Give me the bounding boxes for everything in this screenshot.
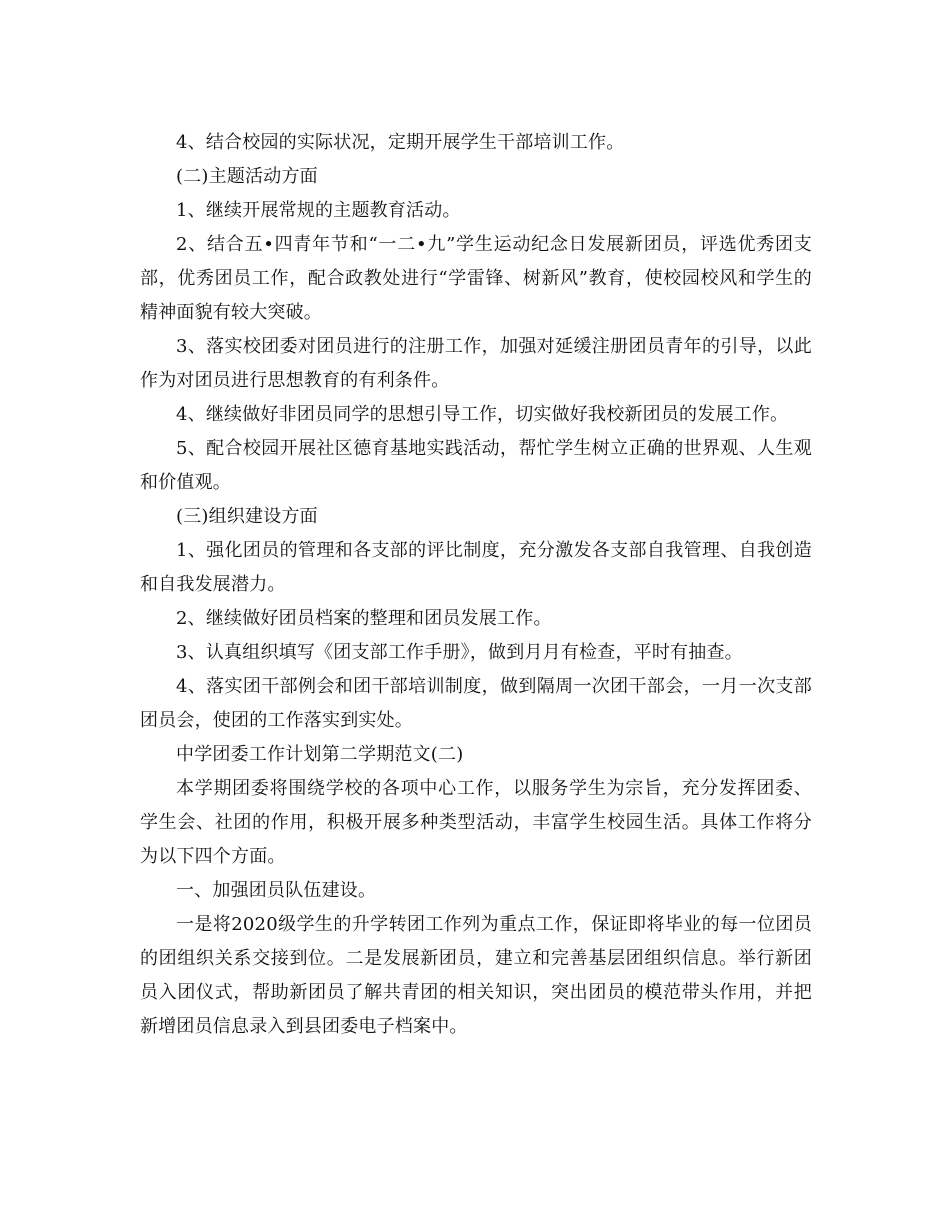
document-subtitle: 中学团委工作计划第二学期范文(二)	[176, 744, 464, 765]
section-heading-theme-activities: (二)主题活动方面	[176, 166, 318, 187]
paragraph-item-5-community: 5、配合校园开展社区德育基地实践活动，帮忙学生树立正确的世界观、人生观和价值观。	[140, 438, 812, 493]
paragraph-item-2-archives: 2、继续做好团员档案的整理和团员发展工作。	[176, 608, 552, 629]
document-body	[140, 126, 812, 1044]
paragraph-item-4-training: 4、结合校园的实际状况，定期开展学生干部培训工作。	[176, 132, 625, 153]
paragraph-item-2-new-members: 2、结合五•四青年节和“一二•九”学生运动纪念日发展新团员，评选优秀团支部，优秀团员工作，配合政教处进行“学雷锋、树新风”教育，使校园校风和学生的精神面貌有较大突破。	[140, 234, 812, 323]
paragraph-item-1-management: 1、强化团员的管理和各支部的评比制度，充分激发各支部自我管理、自我创造和自我发展潜力。	[140, 540, 812, 595]
paragraph-item-4-meetings: 4、落实团干部例会和团干部培训制度，做到隔周一次团干部会，一月一次支部团员会，使团的工作落实到实处。	[140, 676, 812, 731]
paragraph-intro: 本学期团委将围绕学校的各项中心工作，以服务学生为宗旨，充分发挥团委、学生会、社团的作用，积极开展多种类型活动，丰富学生校园生活。具体工作将分为以下四个方面。	[140, 778, 812, 867]
section-heading-team-building: 一、加强团员队伍建设。	[176, 880, 377, 901]
paragraph-item-1-theme-education: 1、继续开展常规的主题教育活动。	[176, 200, 461, 221]
paragraph-item-4-guidance: 4、继续做好非团员同学的思想引导工作，切实做好我校新团员的发展工作。	[176, 404, 789, 425]
paragraph-team-building-detail: 一是将2020级学生的升学转团工作列为重点工作，保证即将毕业的每一位团员的团组织关系交接到位。二是发展新团员，建立和完善基层团组织信息。举行新团员入团仪式，帮助新团员了解共青团的相关知识，突出团员的模范带头作用，并把新增团员信息录入到县团委电子档案中。	[140, 914, 812, 1037]
paragraph-item-3-handbook: 3、认真组织填写《团支部工作手册》，做到月月有检查，平时有抽查。	[176, 642, 743, 663]
section-heading-organization: (三)组织建设方面	[176, 506, 318, 527]
paragraph-item-3-registration: 3、落实校团委对团员进行的注册工作，加强对延缓注册团员青年的引导，以此作为对团员进行思想教育的有利条件。	[140, 336, 812, 391]
